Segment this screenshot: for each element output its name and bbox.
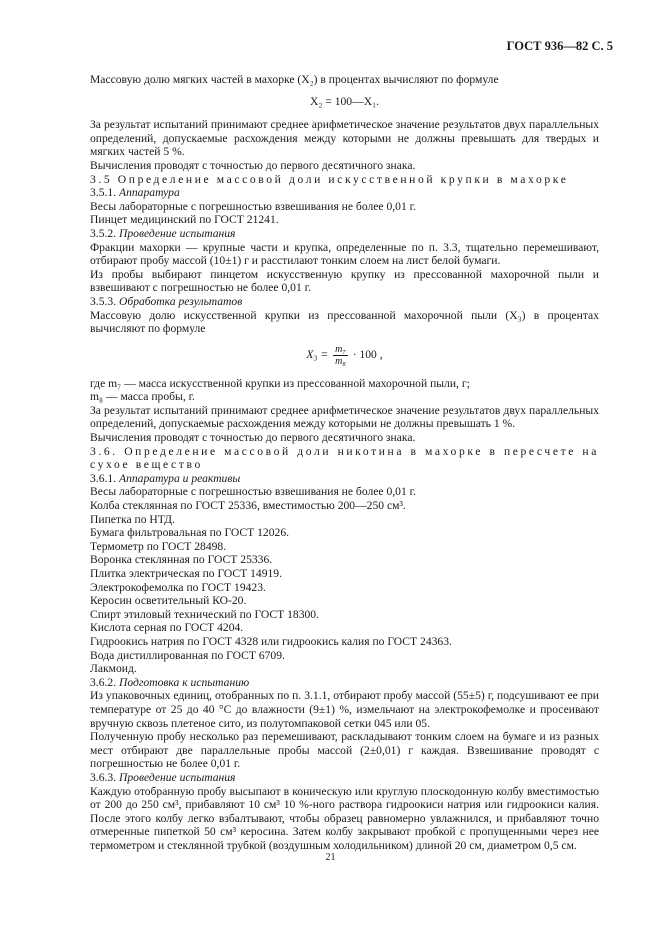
section-heading-3-6: 3.6. Определение массовой доли никотина в махорке в пересчете на сухое вещество: [90, 444, 599, 472]
subsection-heading: [90, 676, 599, 690]
equipment-list: [90, 485, 599, 675]
formula-x3: [90, 344, 599, 367]
subsection-heading: [90, 771, 599, 785]
subsection-number: 3.5.2.: [90, 226, 117, 240]
paragraph: Весы лабораторные с погрешностью взвешивания не более 0,01 г.: [90, 199, 416, 213]
list-item: Гидроокись натрия по ГОСТ 4328 или гидроокись калия по ГОСТ 24363.: [90, 634, 452, 648]
subsection-number: 3.6.3.: [90, 770, 117, 784]
list-item: Бумага фильтровальная по ГОСТ 12026.: [90, 526, 290, 540]
formula-right: · 100 ,: [352, 347, 383, 361]
formula-left: X₃ =: [306, 347, 329, 361]
list-item: Воронка стеклянная по ГОСТ 25336.: [90, 553, 273, 567]
list-item: Вода дистиллированная по ГОСТ 6709.: [90, 648, 285, 662]
paragraph: За результат испытаний принимают среднее арифметическое значение результатов двух параллельных определений, допускаемые расхождения между которыми не должны превышать 1 %.: [90, 403, 599, 431]
paragraph: Вычисления проводят с точностью до первого десятичного знака.: [90, 431, 416, 445]
paragraph: Каждую отобранную пробу высыпают в коническую или круглую плоскодонную колбу вместимостью от 200 до 250 см³, прибавляют 10 см³ 10 %-ного раствора гидроокиси натрия или гидроокиси калия. После этого колбу легко взбалтывают, чтобы образец равномерно увлажнился, и прибавляют точно отмеренные пипеткой 50 см³ керосина. Затем колбу закрывают пробкой с пропущенными через нее термометром и стеклянной трубкой (воздушным холодильником) длиной 20 см, диаметром 0,5 см.: [90, 784, 599, 852]
list-item: Весы лабораторные с погрешностью взвешивания не более 0,01 г.: [90, 485, 416, 499]
paragraph: Полученную пробу несколько раз перемешивают, раскладывают тонким слоем на бумаге и из разных мест отбирают две параллельные пробы массой (2±0,01) г каждая. Взвешивание проводят с погрешностью не более 0,01 г.: [90, 730, 599, 771]
subsection-heading: [90, 295, 599, 309]
paragraph: Из пробы выбирают пинцетом искусственную крупку из прессованной махорочной пыли и взвешивают с погрешностью не более 0,01 г.: [90, 267, 599, 295]
subsection-title: Аппаратура: [119, 186, 180, 200]
subsection-title: Обработка результатов: [119, 294, 243, 308]
subsection-title: Подготовка к испытанию: [119, 675, 250, 689]
paragraph: Фракции махорки — крупные части и крупка, определенные по п. 3.3, тщательно перемешивают, отбирают пробу массой (10±1) г и расстилают тонким слоем на лист белой бумаги.: [90, 240, 599, 268]
paragraph: Вычисления проводят с точностью до первого десятичного знака.: [90, 158, 416, 172]
page-header: ГОСТ 936—82 С. 5: [506, 39, 613, 53]
subsection-number: 3.6.2.: [90, 675, 117, 689]
paragraph: Массовую долю искусственной крупки из прессованной махорочной пыли (X₃) в процентах вычисляют по формуле: [90, 308, 599, 336]
formula-fraction: [333, 344, 348, 367]
paragraph: где m₇ — масса искусственной крупки из прессованной махорочной пыли, г;: [90, 376, 470, 390]
list-item: Кислота серная по ГОСТ 4204.: [90, 621, 244, 635]
list-item: Плитка электрическая по ГОСТ 14919.: [90, 567, 282, 580]
subsection-number: 3.5.1.: [90, 186, 117, 200]
subsection-title: Аппаратура и реактивы: [119, 471, 241, 485]
list-item: Керосин осветительный КО-20.: [90, 594, 247, 608]
subsection-number: 3.5.3.: [90, 294, 117, 308]
list-item: Лакмоид.: [90, 662, 137, 676]
paragraph: Пинцет медицинский по ГОСТ 21241.: [90, 213, 279, 227]
list-item: Пипетка по НТД.: [90, 512, 175, 526]
subsection-title: Проведение испытания: [119, 770, 236, 784]
paragraph: m₈ — масса пробы, г.: [90, 390, 195, 404]
subsection-heading: [90, 186, 599, 200]
page-number: 21: [325, 852, 336, 863]
page-content: [90, 73, 599, 852]
fraction-numerator: m₇: [335, 343, 346, 355]
list-item: Электрокофемолка по ГОСТ 19423.: [90, 580, 266, 594]
list-item: Спирт этиловый технический по ГОСТ 18300.: [90, 607, 319, 621]
paragraph: Массовую долю мягких частей в махорке (X₂) в процентах вычисляют по формуле: [90, 73, 499, 86]
list-item: Колба стеклянная по ГОСТ 25336, вместимостью 200—250 см³.: [90, 499, 406, 513]
subsection-title: Проведение испытания: [119, 226, 236, 240]
paragraph: Из упаковочных единиц, отобранных по п. 3.1.1, отбирают пробу массой (55±5) г, подсушивают ее при температуре от 25 до 40 °С до влажности (9±1) %, измельчают на электрокофемолке и просеивают вручную сквозь плетеное сито, из полутомпаковой сетки 045 или 05.: [90, 689, 599, 730]
paragraph: За результат испытаний принимают среднее арифметическое значение результатов двух параллельных определений, допускаемые расхождения между которыми не должны превышать для твердых и мягких частей 5 %.: [90, 118, 599, 159]
subsection-heading: [90, 227, 599, 241]
section-heading-3-5: 3.5 Определение массовой доли искусственной крупки в махорке: [90, 172, 569, 186]
list-item: Термометр по ГОСТ 28498.: [90, 539, 227, 553]
subsection-number: 3.6.1.: [90, 471, 117, 485]
subsection-heading: [90, 472, 599, 486]
formula-x2: X₂ = 100—X₁.: [309, 94, 380, 108]
fraction-denominator: m₈: [335, 355, 346, 367]
